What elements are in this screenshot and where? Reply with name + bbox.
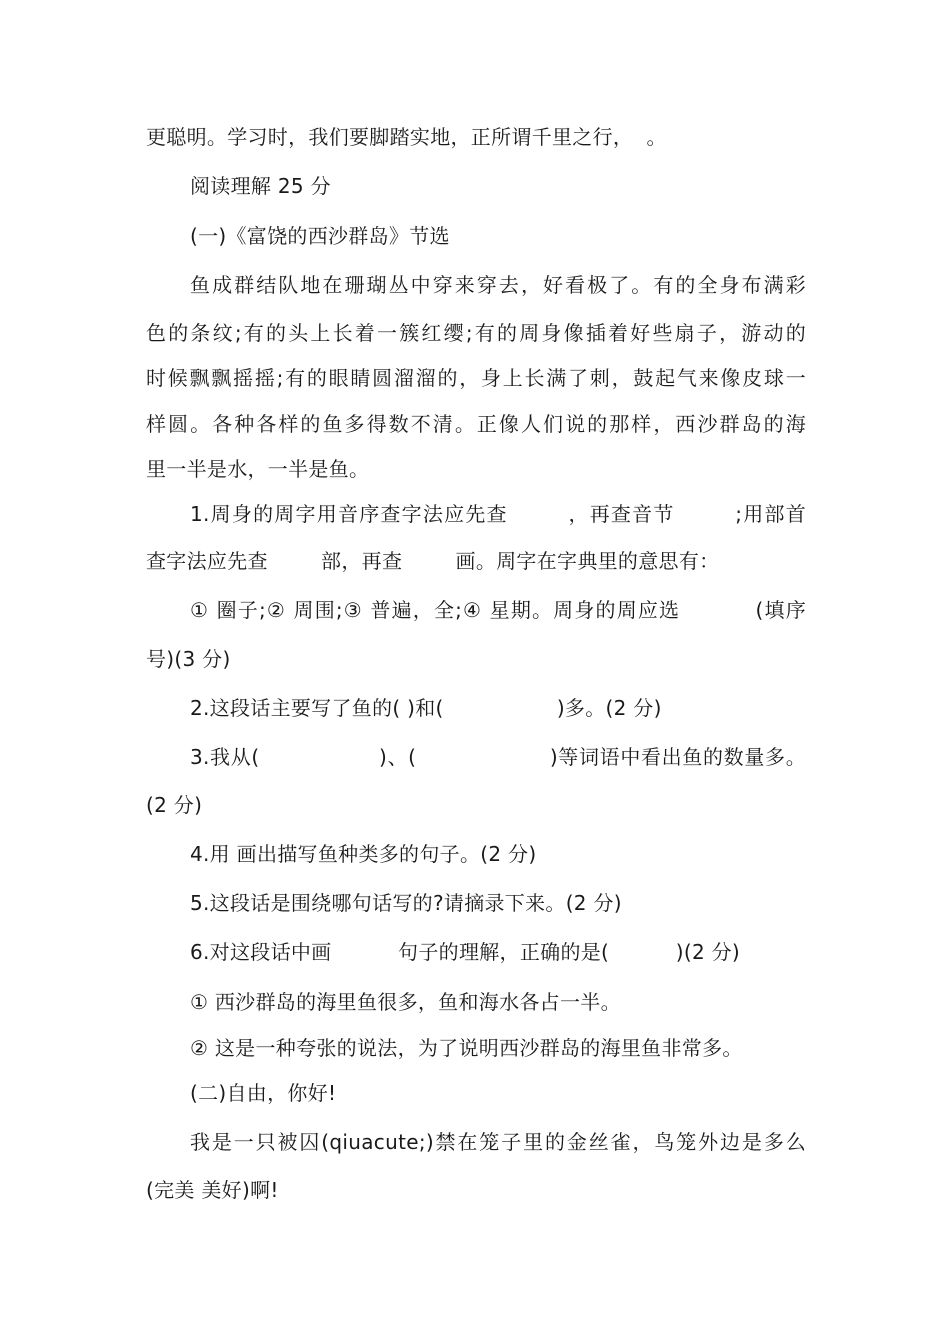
passage-line: 鱼成群结队地在珊瑚丛中穿来穿去，好看极了。有的全身布满彩 — [190, 273, 806, 297]
section-2-title: (二)自由，你好! — [190, 1081, 337, 1105]
question-3: 3.我从( )、( )等词语中看出鱼的数量多。 — [190, 745, 806, 769]
passage-2-line: 我是一只被囚(qiuacute;)禁在笼子里的金丝雀，鸟笼外边是多么 — [190, 1130, 806, 1154]
question-1-cont: 查字法应先查 部，再查 画。周字在字典里的意思有： — [146, 549, 720, 573]
passage-line: 色的条纹;有的头上长着一簇红缨;有的周身像插着好些扇子，游动的 — [146, 321, 806, 345]
question-1: 1.周身的周字用音序查字法应先查 ，再查音节 ;用部首 — [190, 502, 806, 526]
section-heading: 阅读理解 25 分 — [190, 174, 331, 198]
question-6: 6.对这段话中画 句子的理解，正确的是( )(2 分) — [190, 940, 741, 964]
question-1-options: ① 圈子;② 周围;③ 普遍，全;④ 星期。周身的周应选 (填序 — [190, 598, 806, 622]
question-2: 2.这段话主要写了鱼的( )和( )多。(2 分) — [190, 696, 662, 720]
passage-2-line: (完美 美好)啊! — [146, 1178, 279, 1202]
question-4: 4.用 画出描写鱼种类多的句子。(2 分) — [190, 842, 537, 866]
option-1: ① 西沙群岛的海里鱼很多，鱼和海水各占一半。 — [190, 990, 621, 1014]
question-5: 5.这段话是围绕哪句话写的?请摘录下来。(2 分) — [190, 891, 622, 915]
text-line: 更聪明。学习时，我们要脚踏实地，正所谓千里之行， 。 — [146, 125, 667, 149]
question-3-score: (2 分) — [146, 793, 203, 817]
passage-line: 样圆。各种各样的鱼多得数不清。正像人们说的那样，西沙群岛的海 — [146, 412, 806, 436]
passage-title: (一)《富饶的西沙群岛》节选 — [190, 224, 450, 248]
passage-line: 里一半是水，一半是鱼。 — [146, 457, 370, 481]
option-2: ② 这是一种夸张的说法，为了说明西沙群岛的海里鱼非常多。 — [190, 1036, 743, 1060]
passage-line: 时候飘飘摇摇;有的眼睛圆溜溜的，身上长满了刺，鼓起气来像皮球一 — [146, 366, 806, 390]
question-1-score: 号)(3 分) — [146, 647, 231, 671]
